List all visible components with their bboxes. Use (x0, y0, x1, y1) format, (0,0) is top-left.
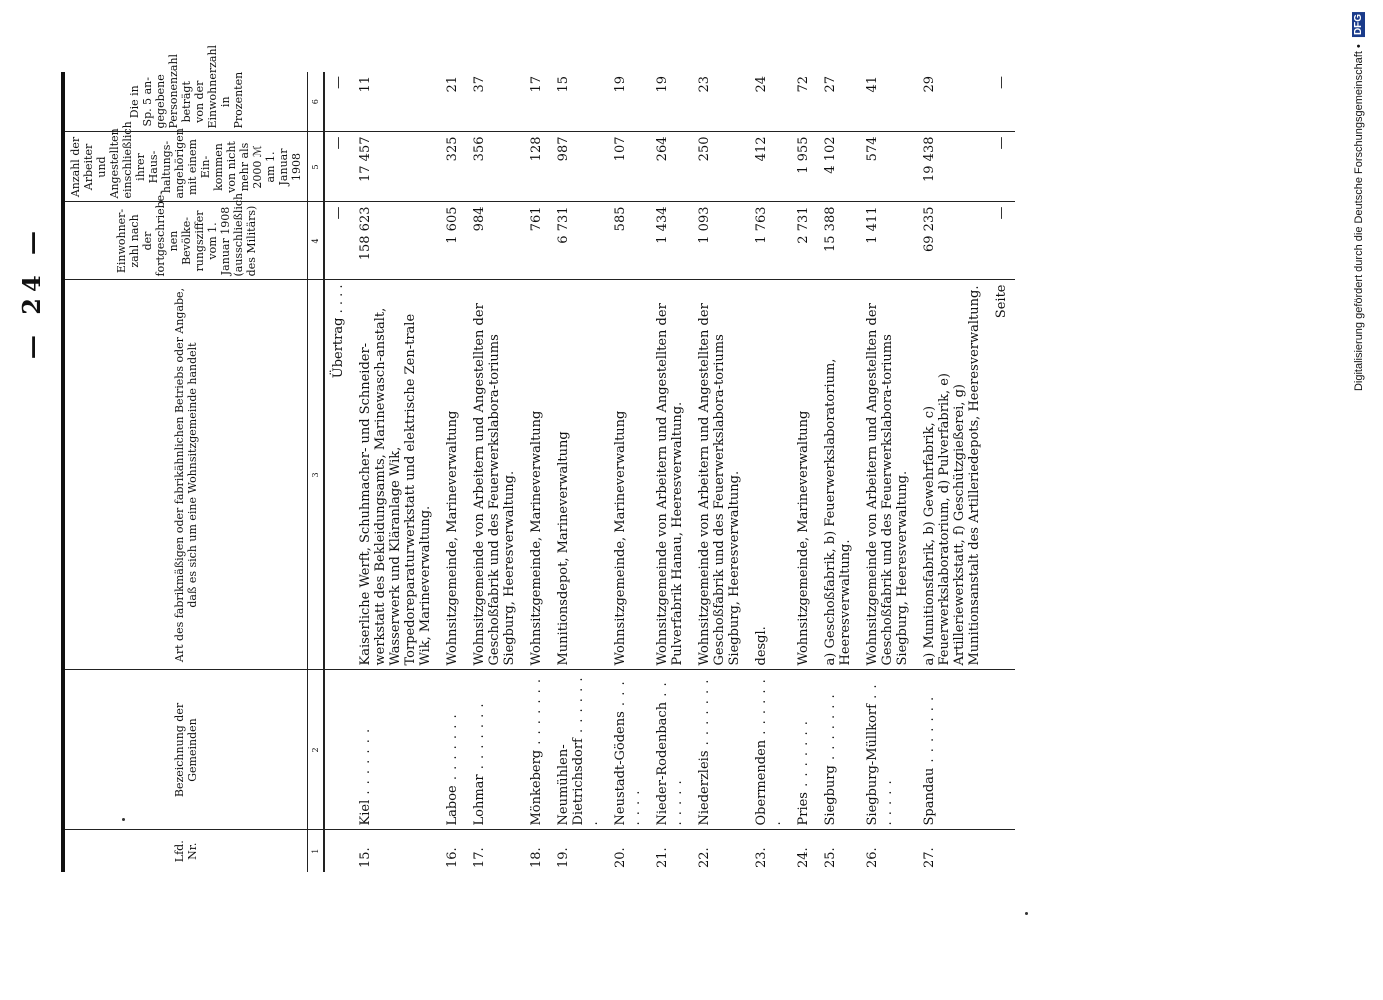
row-number: 19. (556, 847, 571, 868)
row-gemeinde (523, 670, 550, 830)
row-einwohner: 6 731 (550, 202, 607, 280)
row-prozent: 11 (352, 72, 439, 132)
row-betrieb: Munitionsdepot, Marineverwaltung (550, 280, 607, 670)
row-number: 15. (358, 847, 373, 868)
col-number: 1 (308, 830, 325, 872)
row-gemeinde (649, 670, 691, 830)
page-number: — 24 — (17, 224, 46, 360)
dfg-logo: DFG (1353, 14, 1364, 36)
row-gemeinde (607, 670, 649, 830)
row-prozent: 15 (550, 72, 607, 132)
row-prozent: 37 (466, 72, 523, 132)
header-prozent: Die in Sp. 5 an-gegebene Personenzahl beträgt von der Einwohnerzahl in Prozenten (65, 72, 308, 132)
row-number: 20. (613, 847, 628, 868)
row-betrieb: desgl. (748, 280, 790, 670)
data-table (65, 44, 1015, 872)
row-betrieb: Kaiserliche Werft, Schuhmacher- und Schneider-werkstatt des Bekleidungsamts, Marinewasch-anstalt, Wasserwerk und Kläranlage Wik, Torpedoreparaturwerkstatt und elektrische Zen-trale Wik, Marineverwaltung. (352, 280, 439, 670)
row-prozent: 21 (439, 72, 466, 132)
row-arbeiter: 356 (466, 132, 523, 202)
row-betrieb: Wohnsitzgemeinde von Arbeitern und Angestellten der Geschoßfabrik und des Feuerwerkslabora-toriums Siegburg, Heeresverwaltung. (859, 280, 916, 670)
gemeinde-name: Lohmar . . . (472, 703, 487, 826)
carry-over-label: Übertrag (331, 317, 346, 379)
table-row (916, 72, 988, 872)
table-row (649, 72, 691, 872)
carry-over-arbeiter: — (324, 132, 352, 202)
row-number: 17. (472, 847, 487, 868)
gemeinde-name: Obermenden . . . (754, 678, 784, 825)
paper-speck (1025, 912, 1028, 915)
row-arbeiter: 987 (550, 132, 607, 202)
row-arbeiter: 325 (439, 132, 466, 202)
paper-speck (122, 818, 125, 821)
row-betrieb: Wohnsitzgemeinde, Marineverwaltung (790, 280, 817, 670)
row-prozent: 23 (691, 72, 748, 132)
footer-prozent: — (988, 72, 1015, 132)
gemeinde-name: Siegburg . . . (823, 693, 838, 825)
row-number: 18. (529, 847, 544, 868)
gemeinde-name: Neustadt-Gödens . . . (613, 680, 643, 825)
row-prozent: 24 (748, 72, 790, 132)
row-betrieb: a) Munitionsfabrik, b) Gewehrfabrik, c) Feuerwerkslaboratorium, d) Pulverfabrik, e) Artilleriewerkstatt, f) Geschützgießerei, g) Munitionsanstalt des Artilleriedepots, Heeresverwaltung. (916, 280, 988, 670)
gemeinde-name: Kiel . . . (358, 728, 373, 826)
row-prozent: 41 (859, 72, 916, 132)
row-einwohner: 15 388 (817, 202, 859, 280)
row-einwohner: 1 605 (439, 202, 466, 280)
footer-arbeiter: — (988, 132, 1015, 202)
table-row (607, 72, 649, 872)
row-number: 25. (823, 847, 838, 868)
digitization-text: Digitalisierung gefördert durch die Deutsche Forschungsgemeinschaft • (1353, 44, 1365, 392)
row-betrieb: a) Geschoßfabrik, b) Feuerwerkslaboratorium, Heeresverwaltung. (817, 280, 859, 670)
col-number: 4 (308, 202, 325, 280)
row-gemeinde (790, 670, 817, 830)
table-row (859, 72, 916, 872)
table-row (748, 72, 790, 872)
gemeinde-name: Pries . . . (796, 720, 811, 825)
gemeinde-name: Niederzleis . . . (697, 679, 712, 826)
table-row (691, 72, 748, 872)
table-row (790, 72, 817, 872)
row-number: 24. (796, 847, 811, 868)
row-gemeinde (748, 670, 790, 830)
footer-einwohner: — (988, 202, 1015, 280)
row-arbeiter: 4 102 (817, 132, 859, 202)
carry-over-row: Übertrag . . . . — — — (324, 72, 352, 872)
row-gemeinde (439, 670, 466, 830)
row-prozent: 17 (523, 72, 550, 132)
row-prozent: 19 (649, 72, 691, 132)
row-gemeinde (550, 670, 607, 830)
row-number: 22. (697, 847, 712, 868)
table-row (352, 72, 439, 872)
col-number: 3 (308, 280, 325, 670)
row-number: 26. (865, 847, 880, 868)
row-arbeiter: 107 (607, 132, 649, 202)
row-arbeiter: 1 955 (790, 132, 817, 202)
carry-over-prozent: — (324, 72, 352, 132)
row-arbeiter: 19 438 (916, 132, 988, 202)
col-number: 5 (308, 132, 325, 202)
gemeinde-name: Neumühlen-Dietrichsdorf . . . (556, 677, 601, 826)
row-arbeiter: 412 (748, 132, 790, 202)
row-betrieb: Wohnsitzgemeinde von Arbeitern und Angestellten der Geschoßfabrik und des Feuerwerkslabora-toriums Siegburg, Heeresverwaltung. (691, 280, 748, 670)
row-number: 27. (922, 847, 937, 868)
table-row (550, 72, 607, 872)
header-row (65, 72, 308, 872)
row-gemeinde (859, 670, 916, 830)
row-gemeinde (352, 670, 439, 830)
row-einwohner: 1 763 (748, 202, 790, 280)
header-lfd-nr: Lfd. Nr. (173, 840, 199, 863)
row-einwohner: 1 411 (859, 202, 916, 280)
row-einwohner: 761 (523, 202, 550, 280)
gemeinde-name: Laboe . . . (445, 713, 460, 825)
row-arbeiter: 574 (859, 132, 916, 202)
row-betrieb: Wohnsitzgemeinde, Marineverwaltung (607, 280, 649, 670)
row-einwohner: 984 (466, 202, 523, 280)
row-betrieb: Wohnsitzgemeinde von Arbeitern und Angestellten der Geschoßfabrik und des Feuerwerkslabora-toriums Siegburg, Heeresverwaltung. (466, 280, 523, 670)
row-number: 23. (754, 847, 769, 868)
row-arbeiter: 250 (691, 132, 748, 202)
col-number: 6 (308, 72, 325, 132)
row-arbeiter: 17 457 (352, 132, 439, 202)
header-einwohner: Einwohner-zahl nach der fortgeschriebe-nen Bevölke-rungsziffer vom 1. Januar 1908 (ausschließlich des Militärs) (65, 202, 308, 280)
row-gemeinde (916, 670, 988, 830)
row-number: 21. (655, 847, 670, 868)
page-total-row (988, 72, 1015, 872)
row-gemeinde (817, 670, 859, 830)
table-row (523, 72, 550, 872)
footer-label: Seite (988, 280, 1015, 670)
row-prozent: 72 (790, 72, 817, 132)
table-body (324, 72, 1015, 872)
gemeinde-name: Spandau . . . (922, 696, 937, 826)
row-einwohner: 2 731 (790, 202, 817, 280)
row-betrieb: Wohnsitzgemeinde, Marineverwaltung (439, 280, 466, 670)
row-einwohner: 585 (607, 202, 649, 280)
row-gemeinde (466, 670, 523, 830)
row-gemeinde (691, 670, 748, 830)
table-row (466, 72, 523, 872)
rotated-page (17, 0, 1009, 872)
row-arbeiter: 264 (649, 132, 691, 202)
row-einwohner: 69 235 (916, 202, 988, 280)
row-einwohner: 158 623 (352, 202, 439, 280)
row-einwohner: 1 093 (691, 202, 748, 280)
row-prozent: 27 (817, 72, 859, 132)
table-row (439, 72, 466, 872)
carry-over-einwohner: — (324, 202, 352, 280)
row-number: 16. (445, 847, 460, 868)
row-prozent: 29 (916, 72, 988, 132)
column-number-row (308, 72, 325, 872)
header-arbeiter: Anzahl der Arbeiter und Angestellten einschließlich ihrer Haus-haltungs-angehörigen mit einem Ein-kommen von nicht mehr als 2000 ℳ am 1. Januar 1908 (65, 132, 308, 202)
col-number: 2 (308, 670, 325, 830)
gemeinde-name: Mönkeberg . . . (529, 678, 544, 826)
header-gemeinden: Bezeichnung der Gemeinden (65, 670, 308, 830)
row-prozent: 19 (607, 72, 649, 132)
row-betrieb: Wohnsitzgemeinde von Arbeitern und Angestellten der Pulverfabrik Hanau, Heeresverwaltung. (649, 280, 691, 670)
header-betrieb: Art des fabrikmäßigen oder fabrikähnlichen Betriebs oder Angabe, daß es sich um eine Wohnsitzgemeinde handelt (65, 280, 308, 670)
table-row (817, 72, 859, 872)
row-einwohner: 1 434 (649, 202, 691, 280)
gemeinde-name: Siegburg-Müllkorf . . . (865, 684, 895, 826)
digitization-note (1352, 12, 1365, 391)
gemeinde-name: Nieder-Rodenbach . . . (655, 681, 685, 825)
row-arbeiter: 128 (523, 132, 550, 202)
row-betrieb: Wohnsitzgemeinde, Marineverwaltung (523, 280, 550, 670)
